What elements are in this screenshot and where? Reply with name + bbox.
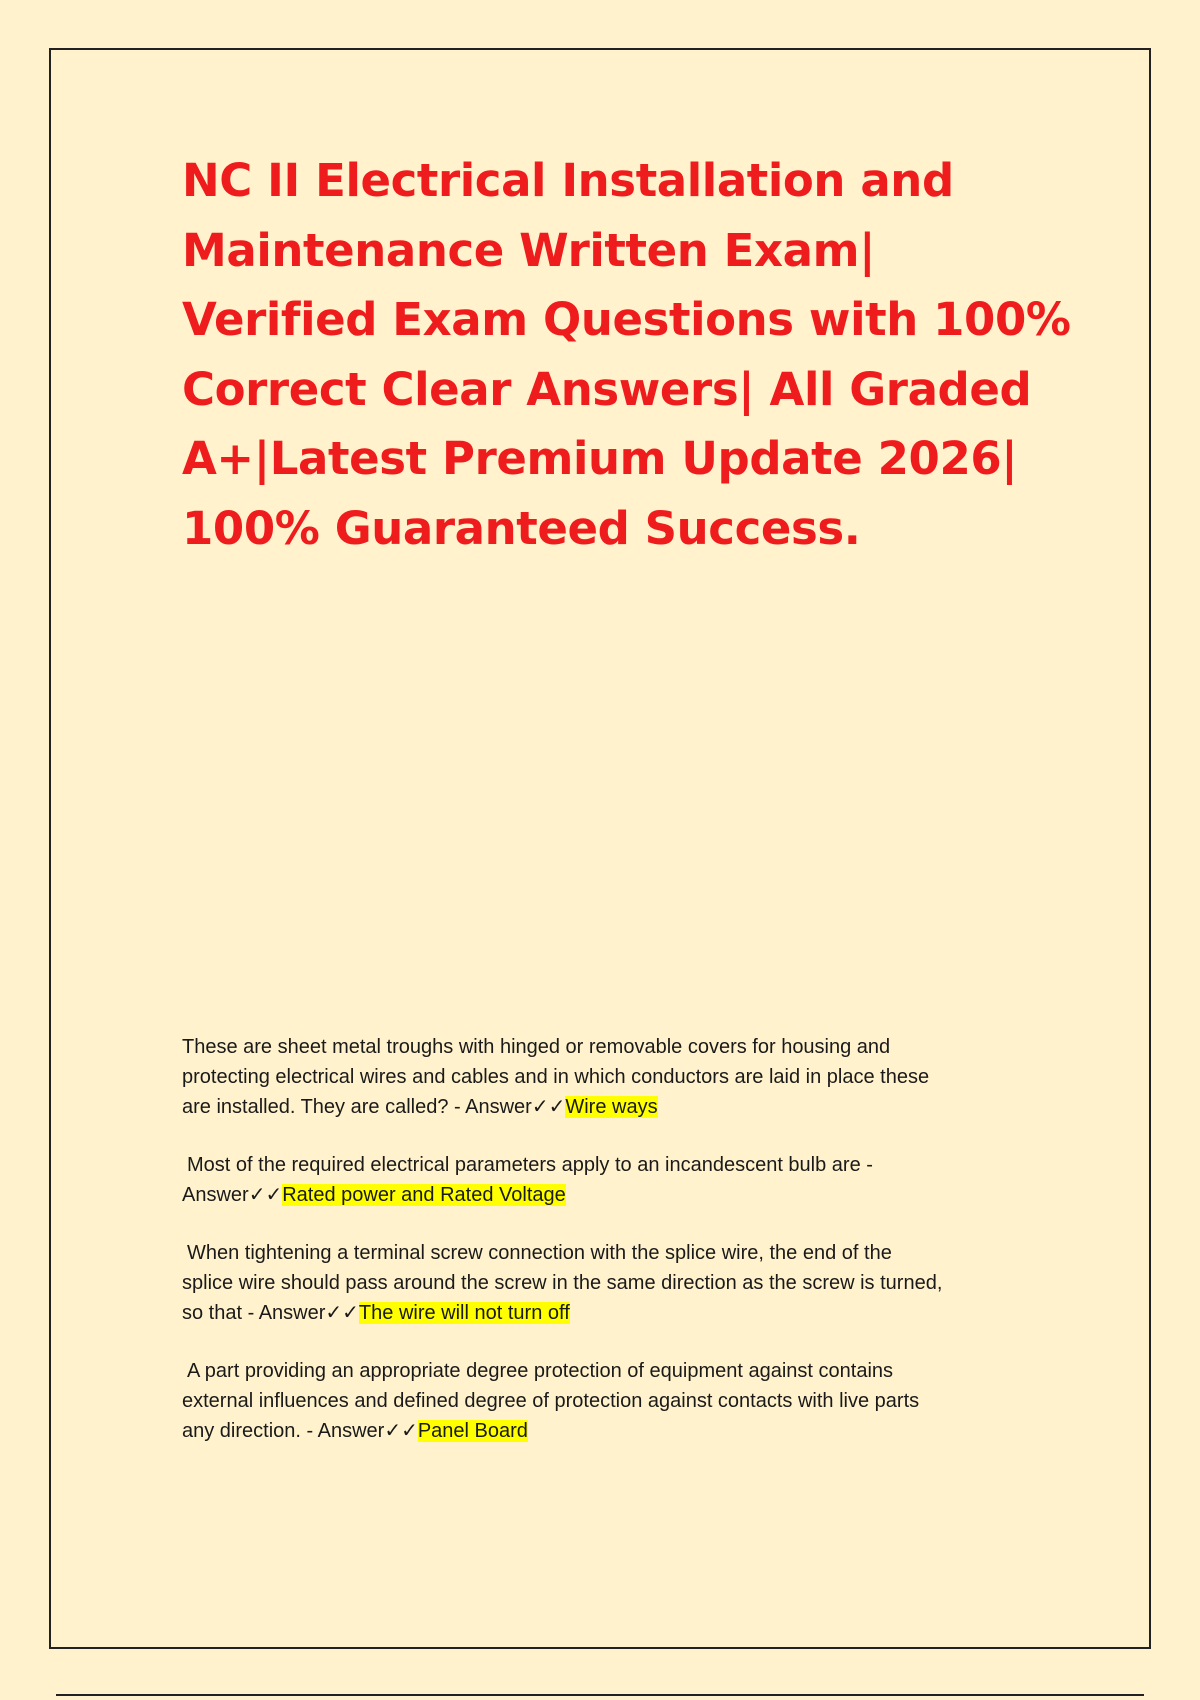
title-line: 100% Guaranteed Success. xyxy=(182,501,861,555)
title-line: A+|Latest Premium Update 2026| xyxy=(182,432,1018,485)
answer-highlight: Wire ways xyxy=(565,1096,658,1118)
question-text: are installed. They are called? - Answer✓✓ xyxy=(182,1096,566,1118)
question-last-line xyxy=(182,1298,1062,1328)
question-text: any direction. - Answer✓✓ xyxy=(182,1420,418,1442)
qa-item-terminal-screw xyxy=(182,1238,1062,1328)
question-line: splice wire should pass around the screw in the same direction as the screw is turned, xyxy=(182,1272,943,1294)
question-line: external influences and defined degree of protection against contacts with live parts xyxy=(182,1390,920,1412)
answer-highlight: Panel Board xyxy=(417,1420,528,1442)
question-line: When tightening a terminal screw connection with the splice wire, the end of the xyxy=(187,1242,892,1264)
question-text: so that - Answer✓✓ xyxy=(182,1302,359,1324)
answer-highlight: The wire will not turn off xyxy=(358,1302,570,1324)
question-last-line xyxy=(182,1416,1062,1446)
qa-item-incandescent-bulb xyxy=(182,1150,1062,1210)
question-line: A part providing an appropriate degree protection of equipment against contains xyxy=(187,1360,894,1382)
title-line: Correct Clear Answers| All Graded xyxy=(182,362,1032,416)
qa-item-wire-ways xyxy=(182,1032,1062,1122)
question-line: Most of the required electrical parameters apply to an incandescent bulb are - xyxy=(187,1154,873,1176)
bottom-rule xyxy=(56,1694,1144,1696)
qa-item-panel-board xyxy=(182,1356,1062,1446)
question-line: protecting electrical wires and cables and in which conductors are laid in place these xyxy=(182,1066,930,1088)
document-title xyxy=(182,146,1071,563)
title-line: NC II Electrical Installation and xyxy=(182,154,954,207)
question-last-line xyxy=(182,1092,1062,1122)
question-last-line xyxy=(182,1180,1062,1210)
answer-highlight: Rated power and Rated Voltage xyxy=(282,1184,566,1206)
question-line: These are sheet metal troughs with hinged or removable covers for housing and xyxy=(182,1036,891,1058)
title-line: Maintenance Written Exam| xyxy=(182,223,876,277)
qa-list xyxy=(182,1032,1062,1474)
title-line: Verified Exam Questions with 100% xyxy=(182,293,1071,346)
question-text: Answer✓✓ xyxy=(182,1184,283,1206)
